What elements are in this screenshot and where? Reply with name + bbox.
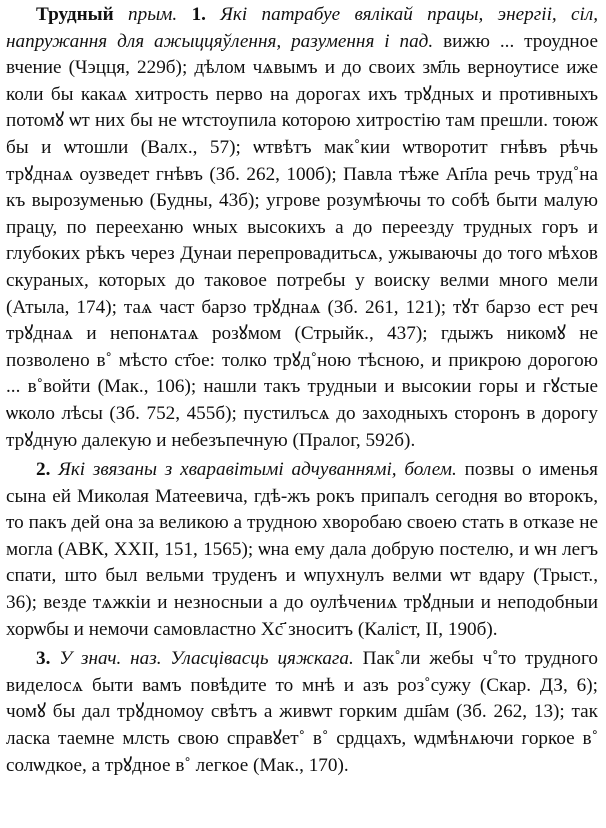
sense-number: 1. (191, 4, 206, 25)
dictionary-entry-sense-3 (6, 646, 598, 779)
sense-citations: Пак˚ли жебы ч˚то трудного виделосѧ быти вамъ повѣдите то мнѣ и азъ роз˚сужу (Скар. ДЗ, 6); чомꙋ бы дал трꙋдномоу свѣтъ а живѡт горким дш҃ам (Зб. 262, 13); так ласка таемне млсть свою справꙋет˚ в˚ срдцахъ, ѡдмѣнѧючи горкое в˚ солѡдкое, а трꙋдное в˚ легкое (Мак., 170). (6, 648, 599, 776)
sense-definition: Які патрабуе вялікай працы, энергіі, сіл, напружання для ажыццяўлення, разумення і пад. (6, 4, 599, 52)
sense-definition: У знач. наз. Уласцівасць цяжкага. (59, 648, 354, 670)
sense-citations: позвы о именья сына ей Миколая Матеевича, гдѣ-жъ рокъ припалъ сегодня во второкъ, то пакъ дей она за великою а трудною хворобаю своею стать в отказе не могла (АВК, XXII, 151, 1565); ѡна ему дала добрую постелю, и ѡн легъ спати, што был вельми труденъ и ѡпухнулъ велми ѡт вдару (Трыст., 36); везде тѧжкіи и незносныи а до оулѣчениѧ трꙋдныи и неподобныи хорѡбы и немочи самовластно Хс҃ зноситъ (Калiст, II, 190б). (6, 459, 599, 640)
sense-number: 3. (36, 648, 51, 670)
sense-number: 2. (36, 459, 51, 481)
part-of-speech: прым. (128, 4, 178, 25)
headword: Трудный (36, 4, 114, 25)
dictionary-entry-sense-2 (6, 457, 598, 643)
sense-definition: Які звязаны з хваравітымі адчуваннямі, болем. (58, 459, 457, 481)
sense-citations: вижю ... троудное вчение (Чэцця, 229б); дѣлом чѧвымъ и до своих зм҃ль верноутисе иже коли бы какаѧ хитрость перво на дорогах ихъ трꙋдных и противныхъ потомꙋ ѡт них бы не ѡтстоупила которою хитростію там прешли. тоюж бы и ѡтошли (Валх., 57); ѡтвѣтъ мак˚кии ѡтворотит гнѣвъ рѣчь трꙋднаѧ оузведет гнѣвъ (Зб. 262, 100б); Павла тѣже Ап҃ла речь труд˚на къ вырозуменью (Будны, 43б); угрове розумѣючы то собѣ быти малую працу, по перееханю ѡных высокихъ а до переезду трудных горъ и глубоких рѣкъ через Дунаи перепровадитьсѧ, ужываючы до того мѣхов скураных, которых до таковое потребы у воиску велми много мели (Атыла, 174); таѧ част барзо трꙋднаѧ (Зб. 261, 121); тꙋт барзо ест реч трꙋднаѧ и непонѧтаѧ розꙋмом (Стрыйк., 437); гдыжъ никомꙋ не позволено в˚ мѣсто ст҃ое: толко трꙋд˚ною тѣсною, и прикрою дорогою ... в˚войти (Мак., 106); нашли такъ трудныи и высокии горы и гꙋстые ѡколо лѣсы (Зб. 752, 455б); пустилъсѧ до заходныхъ сторонъ в дорогу трꙋдную далекую и небезъпечную (Пралог, 592б). (6, 30, 598, 451)
dictionary-entry-sense-1 (6, 2, 598, 454)
